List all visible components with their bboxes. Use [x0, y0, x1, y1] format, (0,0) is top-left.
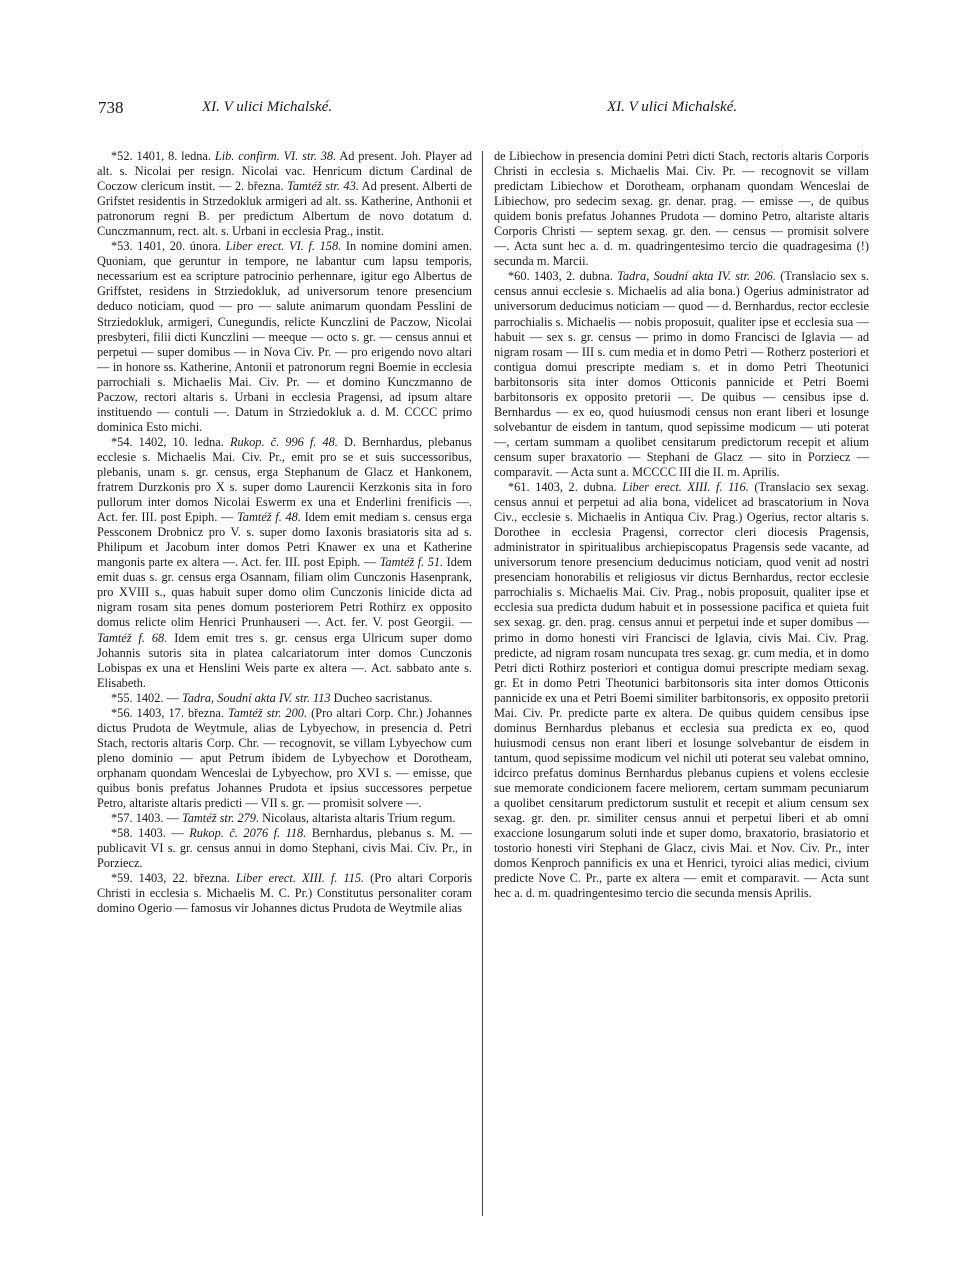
- page-number: 738: [98, 98, 124, 117]
- source-citation: Liber erect. XIII. f. 116.: [622, 480, 749, 495]
- entry-e54: [97, 435, 472, 691]
- entry-text: *55. 1402. —: [111, 690, 182, 705]
- entry-text: *61. 1403, 2. dubna.: [508, 480, 623, 495]
- entry-text: D. Bernhardus, plebanus ecclesie s. Michaelis Mai. Civ. Pr., emit pro se et suis successoribus, plebanis, unam s. gr. census, erga Stephanum de Glacz et Hankonem, fratrem Durzkonis pro X s. super domo Laurencii Kerzkonis sita in foro pullorum inter domos Nicolai Eswerm ex una et Enderlini frenificis —. Act. fer. III. post Epiph. —: [97, 434, 472, 525]
- column-divider: [482, 151, 483, 1216]
- entry-text: Idem emit duas s. gr. census erga Osannam, filiam olim Cunczonis Hasenprank, pro XVIII s., quas habuit super domo olim Cunczonis linicide dicta ad nigram rosam sita penes domum posteriorem Petri Rothirz ex opposito domus relicte olim Henrici Prunhauseri —. Act. fer. V. post Georgii. —: [97, 555, 473, 630]
- entry-text: Idem emit mediam s. census erga Pessconem Drobnicz pro V. s. super domo Iaxonis brasiatoris sita ad s. Philipum et Jacobum inter domos Petri Knawer ex una et Katherine mangonis parte ex altera —. Act. fer. III. post Epiph. —: [97, 510, 472, 570]
- source-citation: Tamtéž str. 43.: [287, 179, 359, 194]
- left-column: [97, 149, 472, 916]
- entry-e60: [494, 269, 869, 480]
- source-citation: Tamtéž f. 68.: [97, 630, 168, 645]
- entry-text: *54. 1402, 10. ledna.: [111, 434, 230, 449]
- entry-e56: [97, 706, 472, 811]
- entry-text: Nicolaus, altarista altaris Trium regum.: [259, 811, 456, 826]
- running-head-right: XI. V ulici Michalské.: [607, 99, 738, 115]
- entry-text: *56. 1403, 17. března.: [111, 705, 229, 720]
- entry-e57: [97, 811, 472, 826]
- entry-e52: [97, 149, 472, 239]
- entry-text: *52. 1401, 8. ledna.: [111, 149, 215, 163]
- entry-text: (Pro altari Corp. Chr.) Johannes dictus Prudota de Weytmule, alias de Lybyechow, in presencia d. Petri Stach, rectoris altaris Corp. Chr. — recognovit, se villam Lybyechow cum pleno dominio — aput Petrum ibidem de Lybyechow et Dorotheam, orphanam quondam Wenceslai de Lybyechow, pro XVI s. — emisse, que quibus bonis prefatus Johannes Prudota et ipsius successores perpetue Petro, altariste altaris predicti — VII s. gr. — promisit solvere —.: [97, 705, 473, 811]
- source-citation: Lib. confirm. VI. str. 38.: [214, 149, 337, 163]
- entry-e55: [97, 691, 472, 706]
- source-citation: Rukop. č. 996 f. 48.: [229, 434, 338, 449]
- entry-text: *57. 1403. —: [111, 811, 182, 826]
- entry-e61: [494, 480, 869, 901]
- source-citation: Tamtéž str. 200.: [228, 705, 308, 720]
- entry-text: Ad present. Alberti de Grifstet residentis in Strzedokluk armigeri ad alt. ss. Katherine, Anthonii et patronorum regni B. per predictum Albertum de novo dotatum d. Cunczmannum, rect. alt. s. Urbani in ecclesia Prag., instit.: [97, 179, 472, 239]
- entry-text: de Libiechow in presencia domini Petri dicti Stach, rectoris altaris Corporis Christi in ecclesia s. Michaelis Mai. Civ. Pr. — recognovit se villam predictam Libiechow et Dorotheam, orphanam quondam Wenceslai de Libiechow, pro sedecim sexag. gr. denar. prag. — emisse —, de quibus quidem bonis prefatus Johannes Prudota — domino Petro, altariste altaris Corporis Christi — septem sexag. gr. den. — census — promisit solvere —. Acta sunt hec a. d. m. quadringentesimo tercio die quadragesima (!) secunda m. Marcii.: [494, 149, 869, 269]
- entry-e53: [97, 239, 472, 435]
- source-citation: Rukop. č. 2076 f. 118.: [189, 826, 307, 841]
- source-citation: Tadra, Soudní akta IV. str. 113: [181, 690, 331, 705]
- entry-text: (Translacio sex s. census annui ecclesie s. Michaelis ad alia bona.) Ogerius administrator ad universorum deducimus noticiam — quod — d. Bernhardus, rector ecclesie parrochialis s. Michaelis — nobis proposuit, qualiter ipse et ecclesia sua — habuit — sex s. gr. census — primo in domo Francisci de Iglavia — ad nigram rosam — III s. cum media et in domo Petri — Rotherz posteriori et contigua domui prescripte mediam s. et in domo Petri Theotunici barbitonsoris sita inter domos Otticonis pannicide et Petri Boemi barbitonsoris ex opposito pretorii —. De quibus — censibus ipse d. Bernhardus — ex eo, quod huiusmodi census non erant liberi et losunge solvebantur de eisdem in tantum, quod sepissime modicum — uti poterat —, certam summam a quolibet censitarum predictorum recepit et alium censum super braxatorio — Stephani de Glacz — sito in Porziecz — comparavit. — Acta sunt a. MCCCC III die II. m. Aprilis.: [494, 269, 870, 479]
- entry-text: *60. 1403, 2. dubna.: [508, 269, 618, 284]
- entry-text: *58. 1403. —: [111, 826, 190, 841]
- entry-text: *53. 1401, 20. února.: [111, 239, 226, 254]
- entry-e58: [97, 826, 472, 871]
- source-citation: Tamtéž f. 48.: [237, 510, 301, 525]
- entry-e59c: [494, 149, 869, 269]
- entry-text: Bernhardus, plebanus s. M. — publicavit VI s. gr. census annui in domo Stephani, civis Mai. Civ. Pr., in Porziecz.: [97, 826, 473, 871]
- entry-e59: [97, 871, 472, 916]
- page-header: [98, 98, 768, 122]
- right-column: [494, 149, 869, 901]
- source-citation: Liber erect. XIII. f. 115.: [235, 871, 365, 886]
- entry-text: (Translacio sex sexag. census annui et perpetui ad alia bona, videlicet ad brascatorium in Nova Civ., ecclesie s. Michaelis in Antiqua Civ. Prag.) Ogerius, rector altaris s. Dorothee in ecclesia Pragensi, corrector cleri diocesis Pragensis, administrator in spiritualibus archiepiscopatus Pragensis sede vacante, ad universorum tenore presencium deducimus noticiam, quod venit ad nostri presenciam honorabilis et religiosus vir dictus Bernhardus, rector ecclesie parrochialis s. Michaelis Mai. Civ. Prag., nobis proposuit, qualiter ipse et ecclesia sua predicta dudum habuit et in possessione pacifica et quieta fuit sex sexag. gr. den. prag. census annui et perpetui inde et super domibus — primo in domo honesti viri Francisci de Iglavia, civis Mai. Civ. Prag. predicte, ad nigram rosam nuncupata tres sexag. gr. cum media, et in domo Petri dicti Rothirz posteriori et contigua domui prescripte mediam sexag. gr. Et in domo Petri Theotunici barbitonsoris sita inter domos Otticonis pannicide ex una et Petri Boemi similiter barbitonsoris, ex opposito pretorii Mai. Civ. Pr. predicte parte ex altera. De quibus quidem censibus ipse dominus Bernhardus plebanus et ecclesia sua predicta ex eo, quod huiusmodi census non erant liberi et losunge solvebantur de eisdem in tantum, quod sepissime modicum vel nichil uti poterat seu valebat omnino, idcirco prefatus dominus Bernhardus plebanus cupiens et volens ecclesie sue memorate condicionem facere meliorem, certam summam pecuniarum a quolibet censitarum predictorum sustulit et recepit et alium censum sex sexag. gr. den. pr. similiter census annui et perpetui liberi et ab omni exaccione losungarum soluti inde et super domo, braxatorio, brasiatorio et tostorio honesti viri Stephani de Glacz, civis Mai. et Nov. Civ. Pr., inter domos Kenproch pannificis ex una et Henrici, tyroici alias medici, civium predicte Nove C. Pr., parte ex altera — emit et comparavit. — Acta sunt hec a. d. m. quadringentesimo tercio die secunda mensis Aprilis.: [494, 480, 869, 901]
- source-citation: Liber erect. VI. f. 158.: [225, 239, 342, 254]
- entry-text: *59. 1403, 22. března.: [111, 871, 236, 886]
- entry-text: (Pro altari Corporis Christi in ecclesia s. Michaelis M. C. Pr.) Constitutus personaliter coram domino Ogerio — famosus vir Johannes dictus Prudota de Weytmile alias: [97, 871, 473, 916]
- entry-text: Idem emit tres s. gr. census erga Ulricum super domo Johannis sutoris sita in platea calcariatorum inter domos Cunczonis Lobispas ex una et Henslini Weis parte ex altera —. Act. sabbato ante s. Elisabeth.: [97, 630, 472, 690]
- running-head-left: XI. V ulici Michalské.: [202, 99, 333, 115]
- source-citation: Tamtéž str. 279.: [181, 811, 260, 826]
- entry-text: Ad present. Joh. Player ad alt. s. Nicolai per resign. Nicolai vac. Henricum dictum Cardinal de Coczow clericum instit. — 2. března.: [97, 149, 472, 194]
- source-citation: Tamtéž f. 51.: [379, 555, 444, 570]
- entry-text: Ducheo sacristanus.: [330, 690, 433, 705]
- source-citation: Tadra, Soudní akta IV. str. 206.: [617, 269, 776, 284]
- entry-text: In nomine domini amen. Quoniam, que geruntur in tempore, ne labantur cum lapsu temporis, necessarium est ea scripture patrocinio perhennare, igitur ego Albertus de Griffstet, residens in Strziedokluk, ad universorum tenore presencium deduco noticiam, quod — pro — salute animarum quondam Pesslini de Strziedokluk, armigeri, Cunegundis, relicte Kunczlini de Paczow, Nicolai presbyteri, filii dicti Kunczlini — meeque — octo s. gr. — census annui et perpetui — super domibus — in Nova Civ. Pr. — pro erigendo novo altari — in honore ss. Katherine, Antonii et patronorum regni Boemie in ecclesia parrochiali s. Michaelis Mai. Civ. Pr. — et domino Kunczmanno de Paczow, rectori altaris s. Urbani in ecclesia Pragensi, ad ipsum altare instituendo — contuli —. Datum in Strziedokluk a. d. M. CCCC primo dominica Esto michi.: [97, 239, 472, 434]
